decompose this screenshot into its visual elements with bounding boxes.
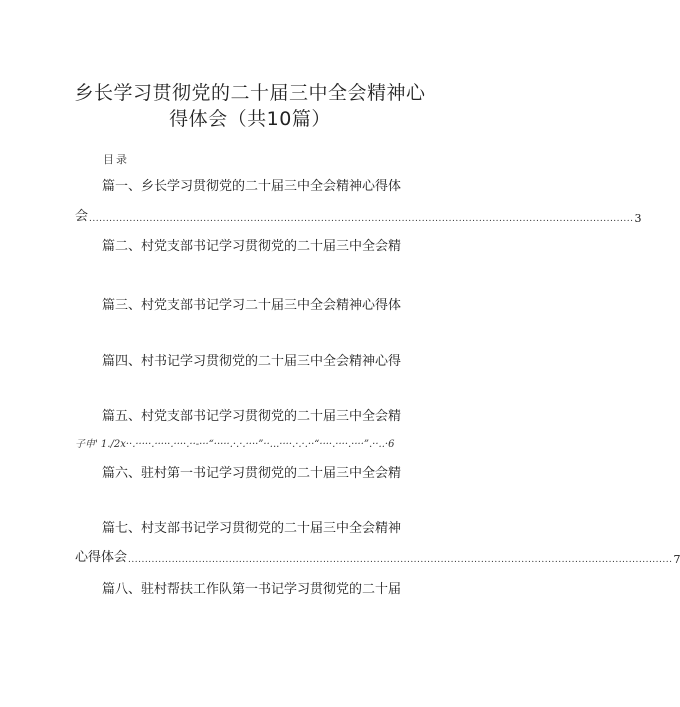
toc-entry-5-title[interactable]: 篇五、村党支部书记学习贯彻党的二十届三中全会精 (102, 409, 402, 424)
toc-entry-1-continuation[interactable] (75, 208, 642, 226)
toc-entry-8-title[interactable]: 篇八、驻村帮扶工作队第一书记学习贯彻党的二十届 (102, 582, 402, 597)
title-line-1: 乡长学习贯彻党的二十届三中全会精神心 (74, 82, 426, 104)
toc-entry-1-page: 3 (634, 212, 642, 225)
toc-entry-1-title[interactable]: 篇一、乡长学习贯彻党的二十届三中全会精神心得体 (102, 179, 402, 194)
toc-entry-7-page: 7 (673, 553, 680, 566)
title-line-2: 得体会（共10篇） (169, 108, 331, 130)
toc-entry-7-title[interactable]: 篇七、村支部书记学习贯彻党的二十届三中全会精神 (102, 521, 402, 536)
toc-entry-7-continuation[interactable] (75, 549, 680, 567)
toc-heading: 目录 (103, 153, 129, 166)
toc-entry-1-leader: .................................................................................................................................................................. (89, 214, 634, 224)
toc-entry-1-title-cont: 会 (75, 209, 89, 224)
document-title (40, 80, 460, 132)
toc-entry-7-leader: .................................................................................................................................................................. (128, 555, 673, 565)
toc-entry-2-title[interactable]: 篇二、村党支部书记学习贯彻党的二十届三中全会精 (102, 239, 402, 254)
toc-entry-6-title[interactable]: 篇六、驻村第一书记学习贯彻党的二十届三中全会精 (102, 466, 402, 481)
toc-entry-4-title[interactable]: 篇四、村书记学习贯彻党的二十届三中全会精神心得 (102, 354, 402, 369)
toc-entry-5-garbled-leader: 子申' 1./2x··.·····.·····.····.··-···“·····.·.·.····”··...····.·.·.··“····.····.····”.··..·6 (75, 439, 395, 450)
toc-entry-3-title[interactable]: 篇三、村党支部书记学习二十届三中全会精神心得体 (102, 298, 402, 313)
toc-entry-7-title-cont: 心得体会 (75, 550, 128, 565)
